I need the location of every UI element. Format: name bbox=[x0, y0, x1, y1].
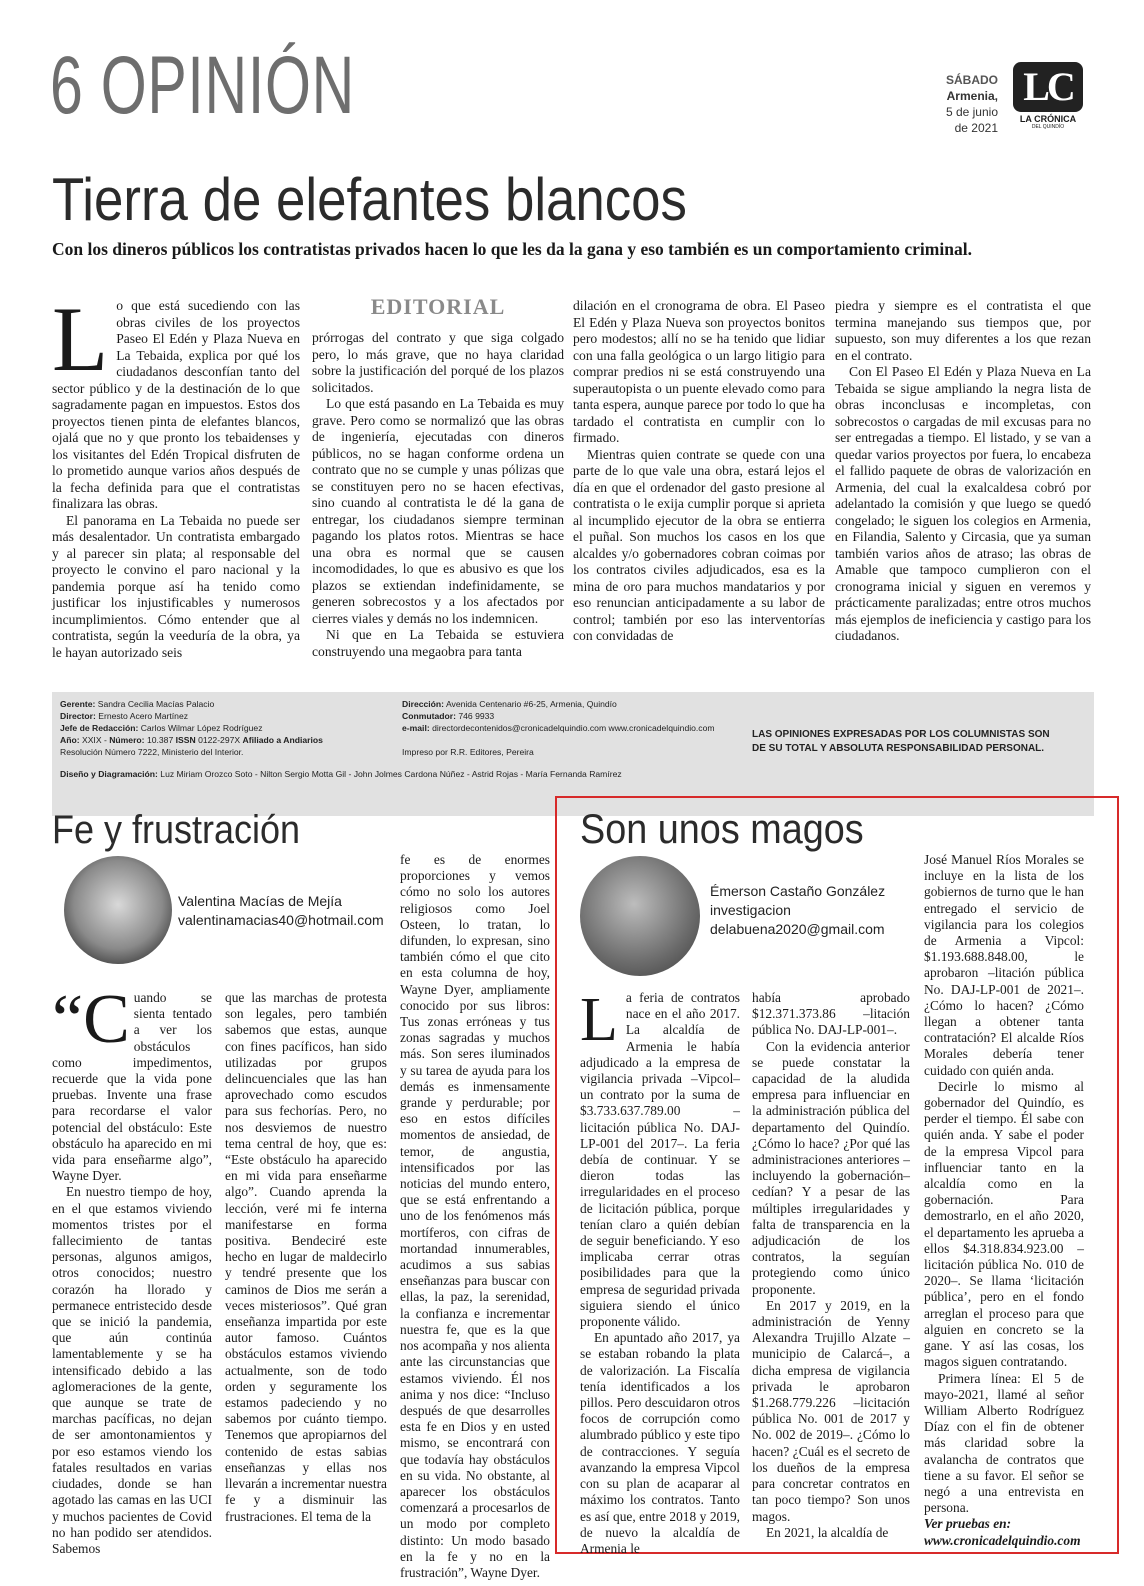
label: Número: bbox=[109, 735, 145, 745]
article-paragraph: Con la evidencia anterior se puede constatar la capacidad de la aludida empresa para influenciar en la administración pública del departamento del Quindío. ¿Cómo lo hace? ¿Por qué las administraciones anteriores –incluyendo la gobernación– cedían? Y a pesar de las múltiples irregularidades y falta de transparencia en la adjudicación de los contratos, la seguían protegiendo como único proponente. bbox=[752, 1038, 910, 1297]
logo-mark: LC bbox=[1013, 62, 1083, 112]
dateline-day: SÁBADO bbox=[945, 73, 998, 87]
direccion: Avenida Centenario #6-25, Armenia, Quindío bbox=[445, 699, 617, 709]
masthead-disclaimer: LAS OPINIONES EXPRESADAS POR LOS COLUMNISTAS SON DE SU TOTAL Y ABSOLUTA RESPONSABILIDAD PERSONAL. bbox=[752, 729, 1050, 754]
article-magos-title: Son unos magos bbox=[580, 805, 864, 852]
label: ISSN bbox=[175, 735, 196, 745]
label: e-mail: bbox=[402, 723, 430, 733]
issn: 0122-297X bbox=[198, 735, 241, 745]
editorial-column-1 bbox=[52, 288, 300, 661]
article-magos-column-2 bbox=[752, 990, 910, 1541]
author-photo bbox=[64, 856, 172, 964]
editorial-paragraph: Ni que en La Tebaida se estuviera construyendo una megaobra para tanta bbox=[312, 627, 564, 659]
afiliado: Afiliado a Andiarios bbox=[242, 735, 323, 745]
label: Conmutador: bbox=[402, 711, 456, 721]
editorial-deck: Con los dineros públicos los contratistas privados hacen lo que les da la gana y eso también es un comportamiento criminal. bbox=[52, 239, 972, 259]
dateline-year: de 2021 bbox=[954, 121, 998, 135]
editorial-paragraph: Mientras quien contrate se quede con una parte de lo que vale una obra, estará lejos el día en que el ordenador del gasto presione al contratista o le exija cumplir porque si aprieta al incumplido ejecutor de la obra se entierra el puñal. Son muchos los casos en los que alcaldes y/o gobernadores cobran coimas por los contratos civiles adjudicados, esa es la mina de oro para muchos mandatarios y por eso renuncian anticipadamente a su labor de control; también por eso las interventorías con convidadas de bbox=[573, 446, 825, 643]
editorial-label: EDITORIAL bbox=[370, 294, 506, 319]
article-magos-column-3 bbox=[924, 852, 1084, 1549]
editorial-paragraph: piedra y siempre es el contratista el que termina manejando sus tiempos que, por supuesto, son muy diferentes a los que rezan en el contrato. bbox=[835, 298, 1091, 363]
label: Gerente: bbox=[60, 699, 96, 709]
article-fe-title: Fe y frustración bbox=[52, 808, 301, 852]
link-label: Ver pruebas en: bbox=[924, 1516, 1012, 1532]
article-paragraph: uando se sienta tentado a ver los obstáculos como impedimentos, recuerde que la vida pone pruebas. Invente una frase para recordarse el valor potencial del obstáculo: Este obstáculo ha aparecido en mi vida para enseñarme algo”, Wayne Dyer. bbox=[52, 990, 212, 1184]
newspaper-logo bbox=[1013, 62, 1083, 130]
label: Diseño y Diagramación: bbox=[60, 769, 158, 779]
resolucion: Resolución Número 7222, Ministerio del Interior. bbox=[60, 747, 244, 757]
dateline-city: Armenia, bbox=[946, 89, 998, 103]
director: Ernesto Acero Martínez bbox=[98, 711, 189, 721]
article-fe-column-1 bbox=[52, 981, 212, 1557]
section-name: OPINIÓN bbox=[100, 40, 356, 131]
article-fe-column-2 bbox=[225, 990, 387, 1525]
link-url[interactable]: www.cronicadelquindio.com bbox=[924, 1532, 1081, 1548]
label: Dirección: bbox=[402, 699, 445, 709]
dateline-date: 5 de junio bbox=[945, 105, 998, 119]
article-fe-column-3 bbox=[400, 852, 550, 1581]
logo-sub: DEL QUINDÍO bbox=[1031, 124, 1065, 130]
article-magos-byline bbox=[710, 882, 885, 939]
article-paragraph: había aprobado $12.371.373.86 –litación pública No. DAJ-LP-001–. bbox=[752, 990, 910, 1038]
editorial-headline: Tierra de elefantes blancos bbox=[52, 166, 687, 233]
numero: 10.387 bbox=[146, 735, 174, 745]
author-role: investigacion bbox=[710, 902, 791, 918]
editorial-paragraph: Con El Paseo El Edén y Plaza Nueva en La Tebaida se sigue ampliando la negra lista de obras inconclusas e incompletas, con sobrecostos o cargadas de mil excusas para no ser entregadas a tiempo. El listado, y se van a quedar varios proyectos por fuera, lo encabeza el fallido paquete de obras de valorización en Armenia, del cual la exalcaldesa cobró por adelantado la comisión y que luego se quedó congelado; le siguen los colegios en Armenia, en Filandia, Salento y Circasia, que ya suman también varios años de atraso; las obras de Amable que tampoco cumplieron con el cronograma inicial y siguen en veremos y prácticamente paralizadas; entre otros muchos más ejemplos de ineficiencia y castigo para los ciudadanos. bbox=[835, 364, 1091, 643]
masthead-contact bbox=[402, 698, 715, 758]
logo-name: LA CRÓNICA bbox=[1019, 114, 1077, 124]
section-header bbox=[50, 40, 356, 131]
author-name: Valentina Macías de Mejía bbox=[178, 893, 342, 909]
dateline bbox=[946, 72, 998, 136]
article-fe-quote: “C bbox=[52, 981, 130, 1058]
article-paragraph: fe es de enormes proporciones y vemos cómo no solo los autores religiosos como Joel Osteen, lo tratan, lo difunden, lo expresan, sino también cómo el que cito en esta columna de hoy, Wayne Dyer, ampliamente conocido por sus libros: Tus zonas erróneas y tus zonas sagradas y muchos más. Son seres iluminados y su tarea de ayuda para los demás es inmensamente grande y perdurable; por eso en estos difíciles momentos de ansiedad, de temor, de angustia, intensificados por las noticias del mundo entero, que se está enfrentando a uno de los fenómenos más mortíferos, con cifras de mortandad innumerables, acudimos a sus sabias enseñanzas para buscar con ellas, la paz, la serenidad, la confianza e incrementar nuestra fe, que es la que nos acompaña y nos alienta ante las circunstancias que estamos viviendo. Él nos anima y nos dice: “Incluso después de que desarrolles esta fe en Dios y en usted mismo, se encontrará con que todavía hay obstáculos en su vida. No obstante, al aparecer los obstáculos comenzará a procesarlos de un modo por completo distinto: Un modo basado en la fe y no en la frustración”, Wayne Dyer. bbox=[400, 852, 550, 1580]
article-paragraph: a feria de contratos nace en el año 2017. La alcaldía de Armenia le había adjudicado a la empresa de vigilancia privada –Vipcol– un contrato por la suma de $3.733.637.789.00 –licitación pública No. DAJ-LP-001 del 2017–. La feria debía de continuar. Y se dieron todas las irregularidades en el proceso de licitación pública, porque tenían claro a quién debían de seguir beneficiando. Y eso implicaba cerrar otras posibilidades para que la empresa de seguridad privada siguiera siendo el único proponente válido. bbox=[580, 990, 740, 1330]
editorial-paragraph: o que está sucediendo con las obras civiles de los proyectos Paseo El Edén y Plaza Nueva en La Tebaida, explica por qué los ciudadanos desconfían tanto del sector público y de la destinación de lo que sagradamente pagan en impuestos. Estos dos proyectos tienen pinta de elefantes blancos, ojalá que no y que pronto los tebaidenses y los visitantes del Edén Tropical disfruten de lo prometido aunque varios años después de la fecha definida para que el contratistas finalizara las obras. bbox=[52, 298, 300, 511]
article-paragraph: Primera línea: El 5 de mayo-2021, llamé al señor William Alberto Rodríguez Díaz con el fin de obtener más claridad sobre la avalancha de contratos que tiene a su favor. El señor se negó a una entrevista en persona. bbox=[924, 1370, 1084, 1516]
article-paragraph: En 2021, la alcaldía de bbox=[766, 1524, 889, 1540]
author-photo bbox=[580, 856, 700, 976]
label: Director: bbox=[60, 711, 96, 721]
author-email: valentinamacias40@hotmail.com bbox=[178, 912, 384, 928]
editorial-paragraph: dilación en el cronograma de obra. El Paseo El Edén y Plaza Nueva son proyectos bonitos pero modestos; allí no se ha tenido que lidiar con una falla geológica o un largo litigio para comprar predios ni se está construyendo una superautopista o un puente elevado como para tanta espera, aunque parece por todo lo que ha tardado el contratista en cumplir con lo firmado. bbox=[573, 298, 825, 445]
section-number: 6 bbox=[50, 40, 84, 131]
article-paragraph: En nuestro tiempo de hoy, en el que estamos viviendo momentos tristes por el fallecimiento de tantas personas, algunos amigos, otros conocidos; nuestro corazón ha llorado y permanece entristecido desde que se inició la pandemia, que aún continúa lamentablemente y se ha intensificado debido a las aglomeraciones de la gente, que aunque se trate de marchas pacíficas, no dejan de ser amontonamientos y por eso estamos viendo los fatales resultados en varias ciudades, donde se han agotado las camas en las UCI y muchos pacientes de Covid no han podido ser atendidos. Sabemos bbox=[52, 1184, 212, 1556]
article-fe-byline bbox=[178, 892, 384, 930]
article-paragraph: José Manuel Ríos Morales se incluye en la lista de los gobiernos de turno que le han entregado el servicio de vigilancia para los colegios de Armenia a Vipcol: $1.193.688.848.00, le aprobaron –litación pública No. DAJ-LP-001 de 2021–. ¿Cómo lo hacen? ¿Cómo llegan a obtener tanta contratación? El alcalde Ríos Morales debería tener cuidado con quién anda. bbox=[924, 852, 1084, 1078]
ano: XXIX - bbox=[81, 735, 107, 745]
editorial-paragraph: Lo que está pasando en La Tebaida es muy grave. Pero como se normalizó que las obras de ingeniería, ejecutadas con dineros públicos, no se hagan conforme ordena un contrato que no se cumple y unas pólizas que se constituyen pero no se hacen efectivas, sino cuando al contratista le dé la gana de entregar, los ciudadanos siempre terminan pagando los platos rotos. Mientras se hace una obra es normal que se causen incomodidades, lo que es abusivo es que los plazos se extiendan indefinidamente, se generen sobrecostos y a los afectados por cierres viales y demás no los indemnicen. bbox=[312, 396, 564, 626]
diseno: Luz Miriam Orozco Soto - Nilton Sergio Motta Gil - John Jolmes Cardona Núñez - Astrid Rojas - María Fernanda Ramírez bbox=[160, 769, 622, 779]
email: directordecontenidos@cronicadelquindio.com www.cronicadelquindio.com bbox=[432, 723, 715, 733]
article-paragraph: En 2017 y 2019, en la administración de Yenny Alexandra Trujillo Alzate –municipio de Calarcá–, a dicha empresa de vigilancia privada le aprobaron $1.268.779.226 –licitación pública No. 001 de 2017 y No. 002 de 2019–. ¿Cómo lo hacen? ¿Cuál es el secreto de los dueños de la empresa para concretar contratos en tan poco tiempo? Son unos magos. bbox=[752, 1297, 910, 1524]
article-paragraph: que las marchas de protesta son legales, pero también sabemos que estas, aunque con fines pacíficos, han sido utilizadas por grupos delincuenciales que las han aprovechado como escudos para sus fechorías. Pero, no nos desviemos de nuestro tema central de hoy, que es: “Este obstáculo ha aparecido en mi vida para enseñarme algo”. Cuando aprenda la lección, veré mi fe interna manifestarse en forma positiva. Bendeciré este hecho en lugar de maldecirlo y tendré presente que los caminos de Dios me serán a veces misteriosos”. Qué gran enseñanza impartida por este autor famoso. Cuántos obstáculos estamos viviendo actualmente, son de todo orden y seguramente los estamos padeciendo y no sabemos por cuánto tiempo. Tenemos que apropiarnos del contenido de estas sabias enseñanzas y ellas nos llevarán a incrementar nuestra fe y a disminuir las frustraciones. El tema de la bbox=[225, 990, 387, 1524]
label: Jefe de Redacción: bbox=[60, 723, 139, 733]
label: Año: bbox=[60, 735, 80, 745]
editorial-column-3 bbox=[573, 298, 825, 645]
editorial-paragraph: El panorama en La Tebaida no puede ser más desalentador. Un contratista embargado y al parecer sin plata; al responsable del proyecto le convino el paro nacional y la pandemia porque así ha tenido como justificar los injustificables y numerosos incumplimientos. Cómo entender que al contratista, según la veeduría de la obra, ya le hayan autorizado seis bbox=[52, 512, 300, 660]
editorial-column-4 bbox=[835, 298, 1091, 645]
author-email: delabuena2020@gmail.com bbox=[710, 921, 885, 937]
editorial-paragraph: prórrogas del contrato y que siga colgado pero, lo más grave, que no haya claridad sobre la justificación del porqué de los plazos solicitados. bbox=[312, 330, 564, 395]
editorial-dropcap: L bbox=[52, 288, 109, 390]
article-link[interactable] bbox=[924, 1516, 1084, 1548]
article-magos-dropcap: L bbox=[580, 986, 618, 1054]
editorial-column-2 bbox=[312, 330, 564, 660]
impreso: Impreso por R.R. Editores, Pereira bbox=[402, 747, 534, 757]
article-magos-column-1 bbox=[580, 986, 740, 1557]
gerente: Sandra Cecilia Macías Palacio bbox=[97, 699, 215, 709]
conmutador: 746 9933 bbox=[458, 711, 495, 721]
jefe-redaccion: Carlos Wilmar López Rodríguez bbox=[140, 723, 263, 733]
article-paragraph: En apuntado año 2017, ya se estaban robando la plata de valorización. La Fiscalía tenía identificados a los pillos. Pero descuidaron otros focos de corrupción como alumbrado público y este tipo de contracciones. Y seguía avanzando la empresa Vipcol con su plan de acaparar al máximo los contratos. Tanto es así que, entre 2018 y 2019, de nuevo la alcaldía de Armenia le bbox=[580, 1330, 740, 1556]
author-name: Émerson Castaño González bbox=[710, 883, 886, 899]
article-paragraph: Decirle lo mismo al gobernador del Quindío, es perder el tiempo. Él sabe con quién anda. Y sabe el poder de la empresa Vipcol para influenciar tanto en la alcaldía como en la gobernación. Para demostrarlo, en el año 2020, el departamento les aprueba a ellos $4.318.834.923.00 –licitación pública No. 010 de 2020–. Se llama ‘licitación pública’, pero en el fondo arreglan el proceso para que alguien en concreto se la gane. Y así las cosas, los magos siguen contratando. bbox=[924, 1078, 1084, 1370]
